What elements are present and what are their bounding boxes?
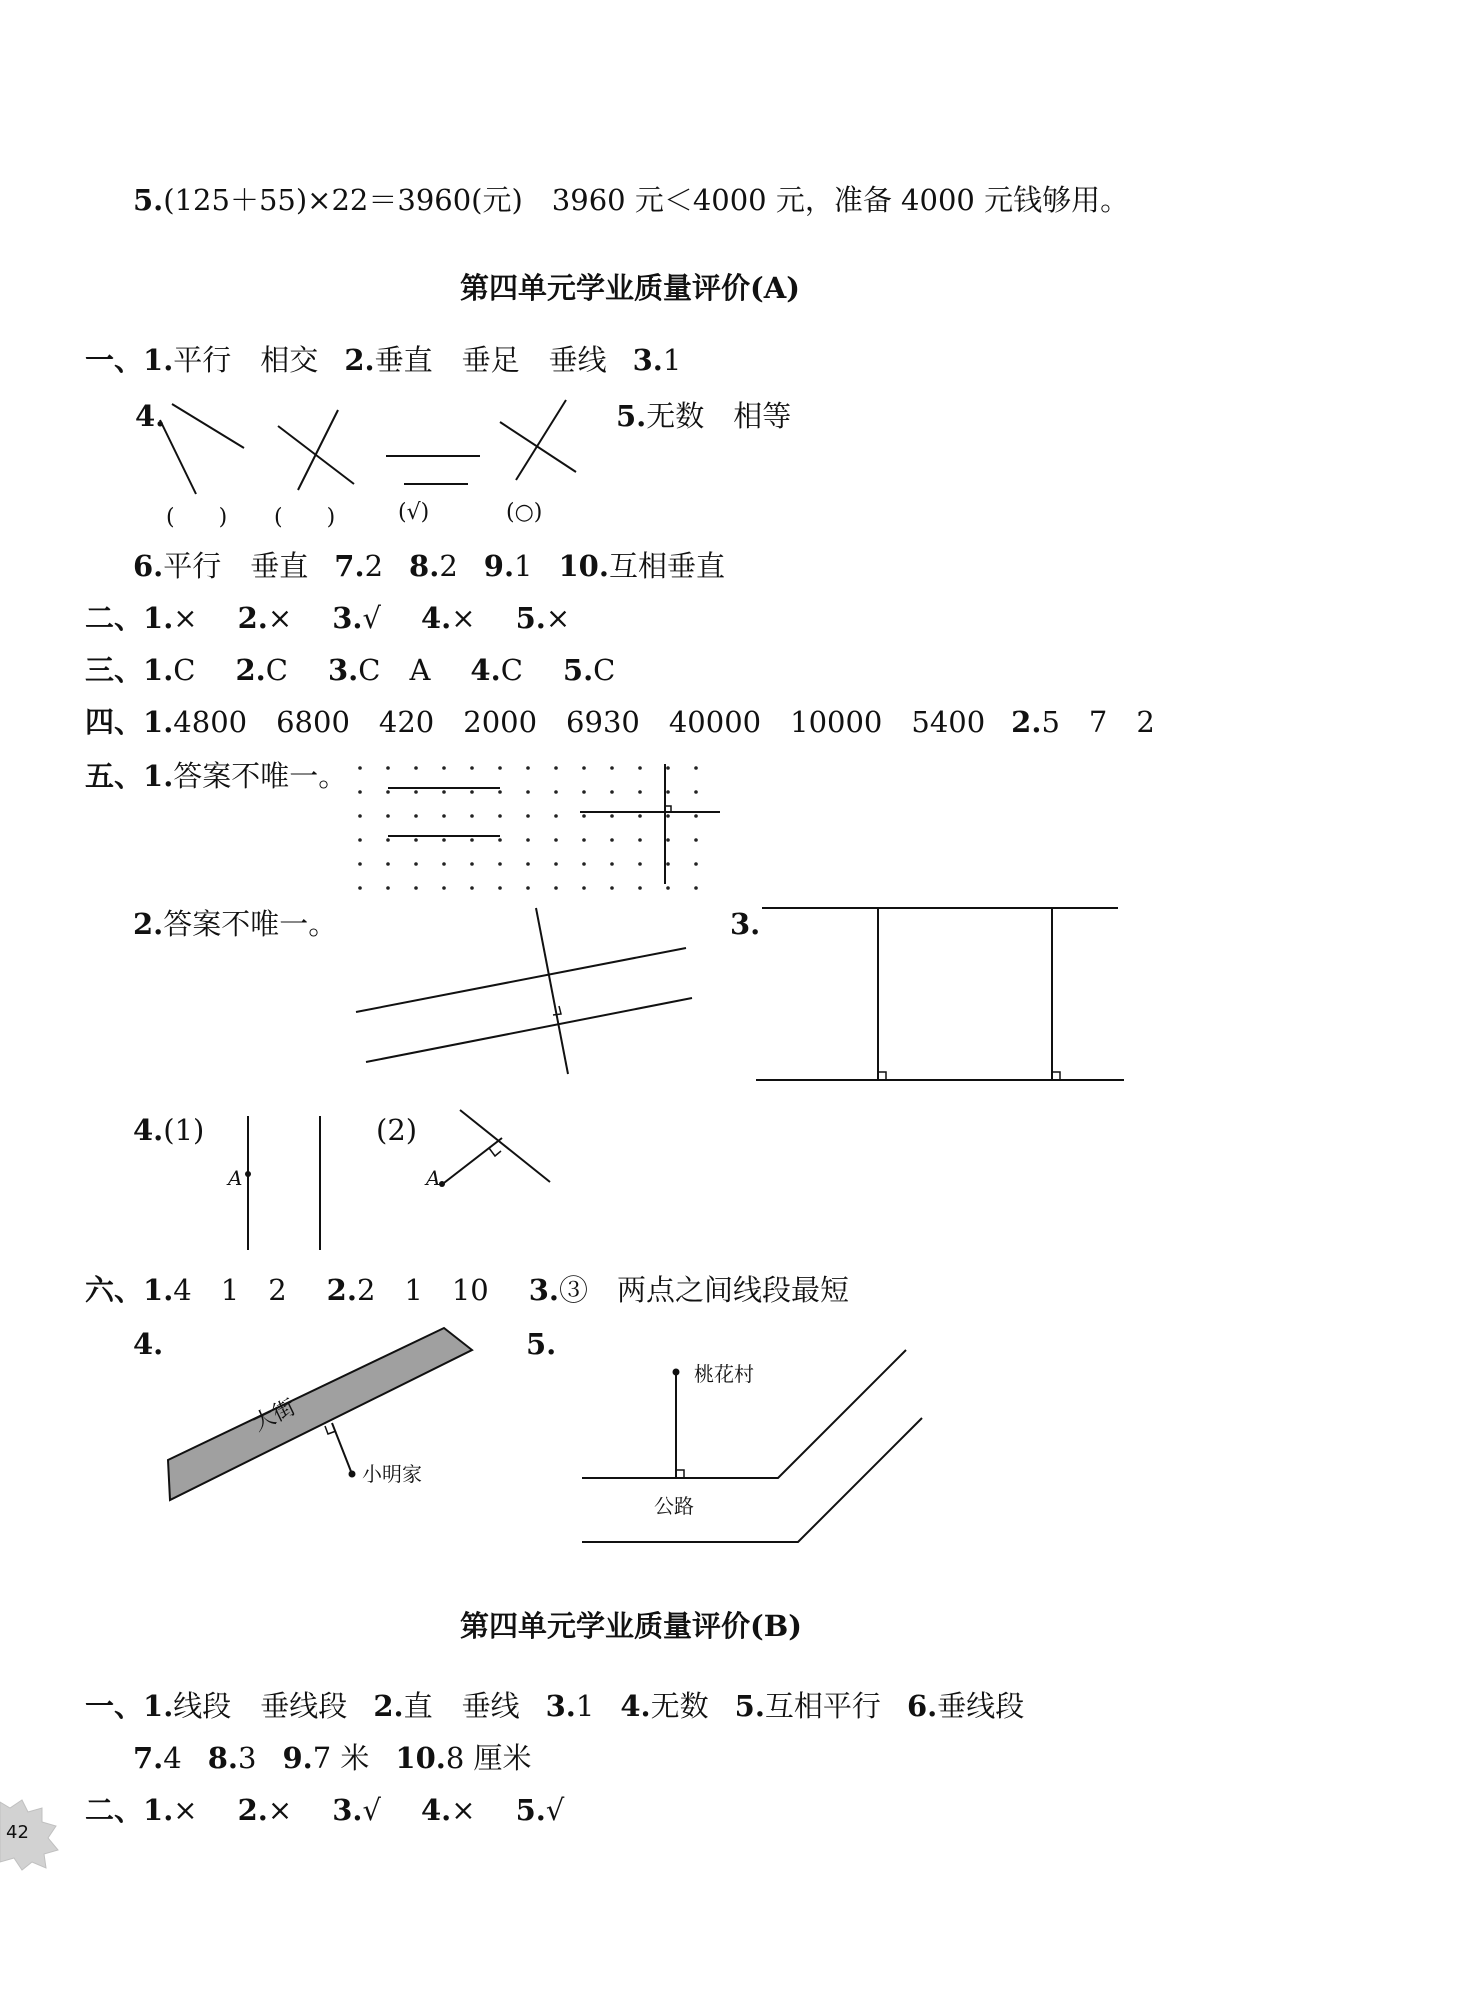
item-num: 3. bbox=[327, 653, 359, 687]
item-num: 1. bbox=[143, 601, 174, 635]
item-text: C bbox=[500, 653, 523, 687]
item-num: 2. bbox=[133, 907, 164, 941]
a-q4-num: 4. bbox=[135, 399, 166, 433]
item-text: × bbox=[545, 601, 571, 635]
item-text: C bbox=[265, 653, 288, 687]
item-num: 9. bbox=[282, 1741, 313, 1775]
village-label: 桃花村 bbox=[694, 1362, 754, 1386]
item-text: 平行 相交 bbox=[173, 343, 319, 377]
item-text: ③ 两点之间线段最短 bbox=[559, 1273, 850, 1307]
item-num: 7. bbox=[133, 1741, 164, 1775]
item-text: 2 bbox=[439, 549, 458, 583]
item-text: 无数 bbox=[650, 1689, 709, 1723]
part-heading: 二、 bbox=[85, 1793, 144, 1827]
item-text: 线段 垂线段 bbox=[173, 1689, 348, 1723]
item-num: 3. bbox=[528, 1273, 560, 1307]
q4-mark-4: (○) bbox=[506, 500, 543, 525]
q4-mark-2: ( ) bbox=[274, 505, 336, 530]
item-num: 7. bbox=[334, 549, 365, 583]
item-text: × bbox=[267, 601, 293, 635]
item-num: 8. bbox=[207, 1741, 239, 1775]
item-text: √ bbox=[362, 1793, 381, 1827]
item-num: 4. bbox=[133, 1113, 164, 1147]
home-label: 小明家 bbox=[362, 1462, 422, 1486]
item-text: √ bbox=[545, 1793, 565, 1827]
item-text: 1 bbox=[514, 549, 533, 583]
item-num: 10. bbox=[558, 549, 609, 583]
q4-mark-1: ( ) bbox=[166, 505, 228, 530]
road-label: 公路 bbox=[654, 1494, 694, 1518]
part-heading: 三、 bbox=[85, 653, 144, 687]
item-text: 4 1 2 bbox=[173, 1273, 287, 1307]
part-heading: 四、 bbox=[85, 705, 144, 739]
q4-point-label-1: A bbox=[228, 1166, 243, 1190]
village-right-angle bbox=[676, 1470, 684, 1478]
item-num: 4. bbox=[620, 1689, 651, 1723]
item-num: 2. bbox=[237, 1793, 268, 1827]
item-text: 无数 相等 bbox=[646, 399, 792, 433]
item-num: 5. bbox=[616, 399, 647, 433]
part-heading: 六、 bbox=[85, 1273, 144, 1307]
item-num: 3. bbox=[332, 601, 363, 635]
item-text: 直 垂线 bbox=[403, 1689, 520, 1723]
home-point bbox=[349, 1471, 356, 1478]
b-part1-line1 bbox=[85, 1689, 1025, 1723]
item-text: × bbox=[173, 601, 198, 635]
part-heading: 一、 bbox=[85, 343, 144, 377]
item-num: 2. bbox=[344, 343, 375, 377]
item-text: 5 7 2 bbox=[1041, 705, 1155, 739]
village-point bbox=[673, 1369, 680, 1376]
item-text: × bbox=[451, 601, 476, 635]
item-text: 4 bbox=[163, 1741, 182, 1775]
q4-point-label-2: A bbox=[426, 1166, 441, 1190]
item-text: 2 1 10 bbox=[356, 1273, 489, 1307]
a-part5-q4-sub2: (2) bbox=[376, 1113, 418, 1147]
item-num: 1. bbox=[143, 343, 174, 377]
item-num: 1. bbox=[143, 705, 174, 739]
part-heading: 二、 bbox=[85, 601, 144, 635]
road-edge-bottom bbox=[582, 1418, 922, 1542]
item-num: 8. bbox=[409, 549, 440, 583]
b-part2 bbox=[85, 1793, 565, 1827]
item-num: 2. bbox=[326, 1273, 357, 1307]
a-part6-q5-num: 5. bbox=[526, 1327, 557, 1361]
a-part6-q4-num: 4. bbox=[133, 1327, 164, 1361]
item-text: C bbox=[173, 653, 196, 687]
item-num: 3. bbox=[545, 1689, 576, 1723]
item-text: 3 bbox=[238, 1741, 257, 1775]
item-num: 1. bbox=[143, 653, 174, 687]
item-text: 互相平行 bbox=[764, 1689, 881, 1723]
page-number: 42 bbox=[6, 1822, 29, 1843]
section-a-title: 第四单元学业质量评价(A) bbox=[460, 271, 800, 305]
item-num: 3. bbox=[332, 1793, 363, 1827]
item-num: 6. bbox=[906, 1689, 938, 1723]
item-num: 5. bbox=[734, 1689, 765, 1723]
part-heading: 一、 bbox=[85, 1689, 144, 1723]
item-text: C A bbox=[358, 653, 431, 687]
q4-mark-3: (√) bbox=[398, 500, 430, 525]
item-num: 2. bbox=[235, 653, 266, 687]
item-text: 答案不唯一。 bbox=[173, 759, 348, 793]
item-text: 4800 6800 420 2000 6930 40000 10000 5400 bbox=[173, 705, 986, 739]
item-num: 5. bbox=[133, 183, 164, 217]
item-num: 5. bbox=[515, 1793, 546, 1827]
item-text: × bbox=[451, 1793, 476, 1827]
item-num: 3. bbox=[632, 343, 663, 377]
item-num: 10. bbox=[395, 1741, 446, 1775]
item-text: 互相垂直 bbox=[608, 549, 725, 583]
part-heading: 五、 bbox=[85, 759, 144, 793]
item-num: 4. bbox=[420, 601, 452, 635]
item-num: 2. bbox=[237, 601, 268, 635]
item-num: 4. bbox=[420, 1793, 452, 1827]
item-text: 8 厘米 bbox=[445, 1741, 532, 1775]
item-text: 垂线段 bbox=[937, 1689, 1025, 1723]
item-num: 6. bbox=[133, 549, 164, 583]
item-text: 答案不唯一。 bbox=[163, 907, 338, 941]
item-text: 7 米 bbox=[312, 1741, 370, 1775]
item-num: 4. bbox=[470, 653, 501, 687]
item-text: × bbox=[267, 1793, 293, 1827]
item-text: √ bbox=[362, 601, 381, 635]
item-text: 平行 垂直 bbox=[163, 549, 309, 583]
a-part5-q3: 3. bbox=[730, 907, 761, 941]
item-text: × bbox=[173, 1793, 198, 1827]
item-num: 9. bbox=[483, 549, 515, 583]
item-text: 1 bbox=[662, 343, 682, 377]
item-num: 1. bbox=[143, 1273, 174, 1307]
section-b-title: 第四单元学业质量评价(B) bbox=[460, 1609, 802, 1643]
item-num: 1. bbox=[143, 759, 174, 793]
item-num: 1. bbox=[143, 1793, 174, 1827]
street-shape bbox=[168, 1328, 472, 1500]
item-num: 1. bbox=[143, 1689, 174, 1723]
item-text: C bbox=[593, 653, 616, 687]
item-sub: (1) bbox=[163, 1113, 205, 1147]
item-text: 2 bbox=[364, 549, 384, 583]
item-num: 5. bbox=[515, 601, 546, 635]
item-text: 垂直 垂足 垂线 bbox=[374, 343, 607, 377]
item-num: 2. bbox=[373, 1689, 404, 1723]
item-text: 1 bbox=[575, 1689, 595, 1723]
street-label: 大街 bbox=[249, 1394, 300, 1437]
item-num: 5. bbox=[562, 653, 594, 687]
item-text: (125＋55)×22＝3960(元) 3960 元＜4000 元，准备 4000 元钱够用。 bbox=[163, 183, 1130, 217]
b-part1-line2 bbox=[133, 1741, 532, 1775]
item-num: 2. bbox=[1011, 705, 1042, 739]
